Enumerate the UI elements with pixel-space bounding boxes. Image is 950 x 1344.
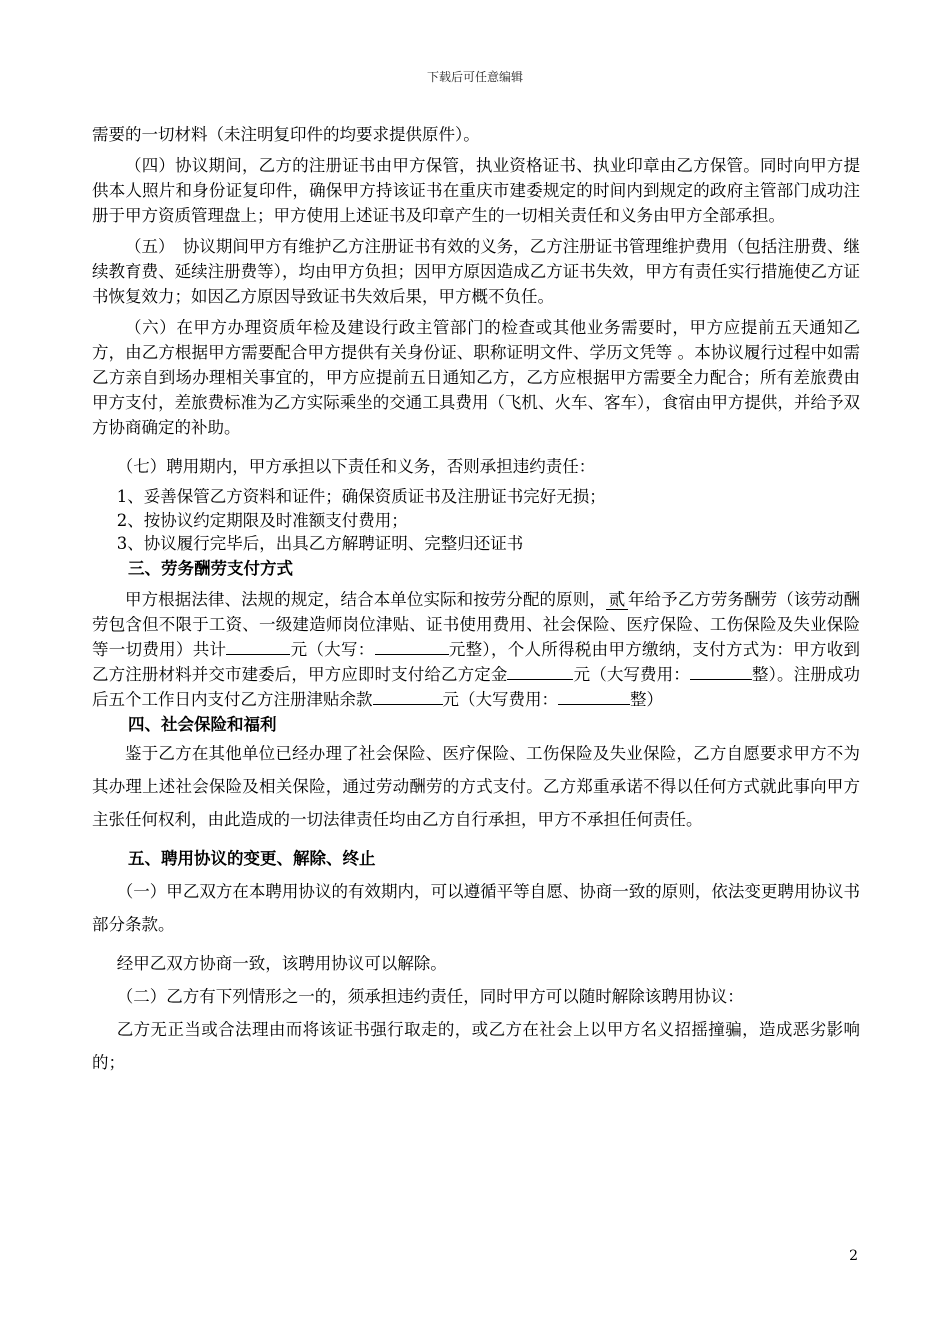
clause-7-item-2: 2、按协议约定期限及时准额支付费用；	[116, 510, 408, 530]
s3-text-a: 甲方根据法律、法规的规定，结合本单位实际和按劳分配的原则，	[125, 589, 606, 609]
section-5-clause-1b: 经甲乙双方协商一致，该聘用协议可以解除。	[116, 953, 447, 973]
section-5-clause-1: （一）甲乙双方在本聘用协议的有效期内，可以遵循平等自愿、协商一致的原则，依法变更聘用协议书部分条款。	[92, 881, 860, 934]
clause-7: （七）聘用期内，甲方承担以下责任和义务，否则承担违约责任：	[116, 457, 596, 476]
total-amount-words-blank	[375, 654, 449, 655]
section-5-clause-2-detail: 乙方无正当或合法理由而将该证书强行取走的，或乙方在社会上以甲方名义招摇撞骗，造成恶劣影响的；	[92, 1019, 860, 1072]
s3-text-c: 元（大写：	[290, 639, 375, 659]
deposit-blank	[507, 679, 573, 680]
section-heading-3: 三、劳务酬劳支付方式	[128, 558, 293, 578]
section-4-text: 鉴于乙方在其他单位已经办理了社会保险、医疗保险、工伤保险及失业保险，乙方自愿要求甲方不为其办理上述社会保险及相关保险，通过劳动酬劳的方式支付。乙方郑重承诺不得以任何方式就此事向甲方主张任何权利，由此造成的一切法律责任均由乙方自行承担，甲方不承担任何责任。	[92, 743, 860, 829]
section-heading-5: 五、聘用协议的变更、解除、终止	[128, 848, 376, 868]
section-heading-4: 四、社会保险和福利	[128, 714, 277, 734]
clause-4: （四）协议期间，乙方的注册证书由甲方保管，执业资格证书、执业印章由乙方保管。同时向甲方提供本人照片和身份证复印件，确保甲方持该证书在重庆市建委规定的时间内到规定的政府主管部门成功注册于甲方资质管理盘上；甲方使用上述证书及印章产生的一切相关责任和义务由甲方全部承担。	[92, 156, 860, 225]
s3-text-f: 整）。注册成功后五个工作日内支付乙方注册津贴余款	[92, 664, 861, 709]
s3-text-e: 元（大写费用：	[573, 664, 690, 684]
s3-text-g: 元（大写费用：	[442, 689, 558, 709]
clause-7-item-1: 1、妥善保管乙方资料和证件；确保资质证书及注册证书完好无损；	[116, 487, 606, 506]
clause-7-item-3: 3、协议履行完毕后，出具乙方解聘证明、完整归还证书	[116, 534, 524, 553]
clause-6: （六）在甲方办理资质年检及建设行政主管部门的检查或其他业务需要时，甲方应提前五天通知乙方，由乙方根据甲方需要配合甲方提供有关身份证、职称证明文件、学历文凭等 。本协议履行过程中如需乙方亲自到场办理相关事宜的，甲方应提前五日通知乙方，乙方应根据甲方需要全力配合；所有差旅费由甲方支付，差旅费标准为乙方实际乘坐的交通工具费用（飞机、火车、客车），食宿由甲方提供，并给予双方协商确定的补助。	[92, 318, 860, 437]
section-3-text	[92, 587, 860, 712]
document-body	[92, 122, 860, 1079]
clause-5: （五） 协议期间甲方有维护乙方注册证书有效的义务，乙方注册证书管理维护费用（包括注册费、继续教育费、延续注册费等），均由甲方负担；因甲方原因造成乙方证书失效，甲方有责任实行措施使乙方证书恢复效力；如因乙方原因导致证书失效后果，甲方概不负任。	[92, 237, 860, 306]
balance-blank	[373, 704, 443, 705]
years-value: 贰	[606, 591, 628, 610]
deposit-words-blank	[690, 679, 752, 680]
s3-text-b: 年给予乙方劳务酬劳（该劳动酬劳包含但不限于工资、一级建造师岗位津贴、证书使用费用、社会保险、医疗保险、工伤保险及失业保险等一切费用）共计	[92, 589, 861, 659]
total-amount-blank	[226, 654, 290, 655]
section-5-clause-2: （二）乙方有下列情形之一的，须承担违约责任，同时甲方可以随时解除该聘用协议：	[116, 986, 744, 1006]
s3-text-h: 整）	[630, 689, 663, 709]
balance-words-blank	[558, 704, 630, 705]
paragraph-continued: 需要的一切材料（未注明复印件的均要求提供原件）。	[92, 125, 480, 144]
page-header: 下载后可任意编辑	[426, 70, 523, 84]
s3-text-d: 元整），个人所得税由甲方缴纳，支付方式为：甲方收到乙方注册材料并交市建委后，甲方应即时支付给乙方定金	[92, 639, 861, 684]
page-number: 2	[849, 1248, 858, 1264]
